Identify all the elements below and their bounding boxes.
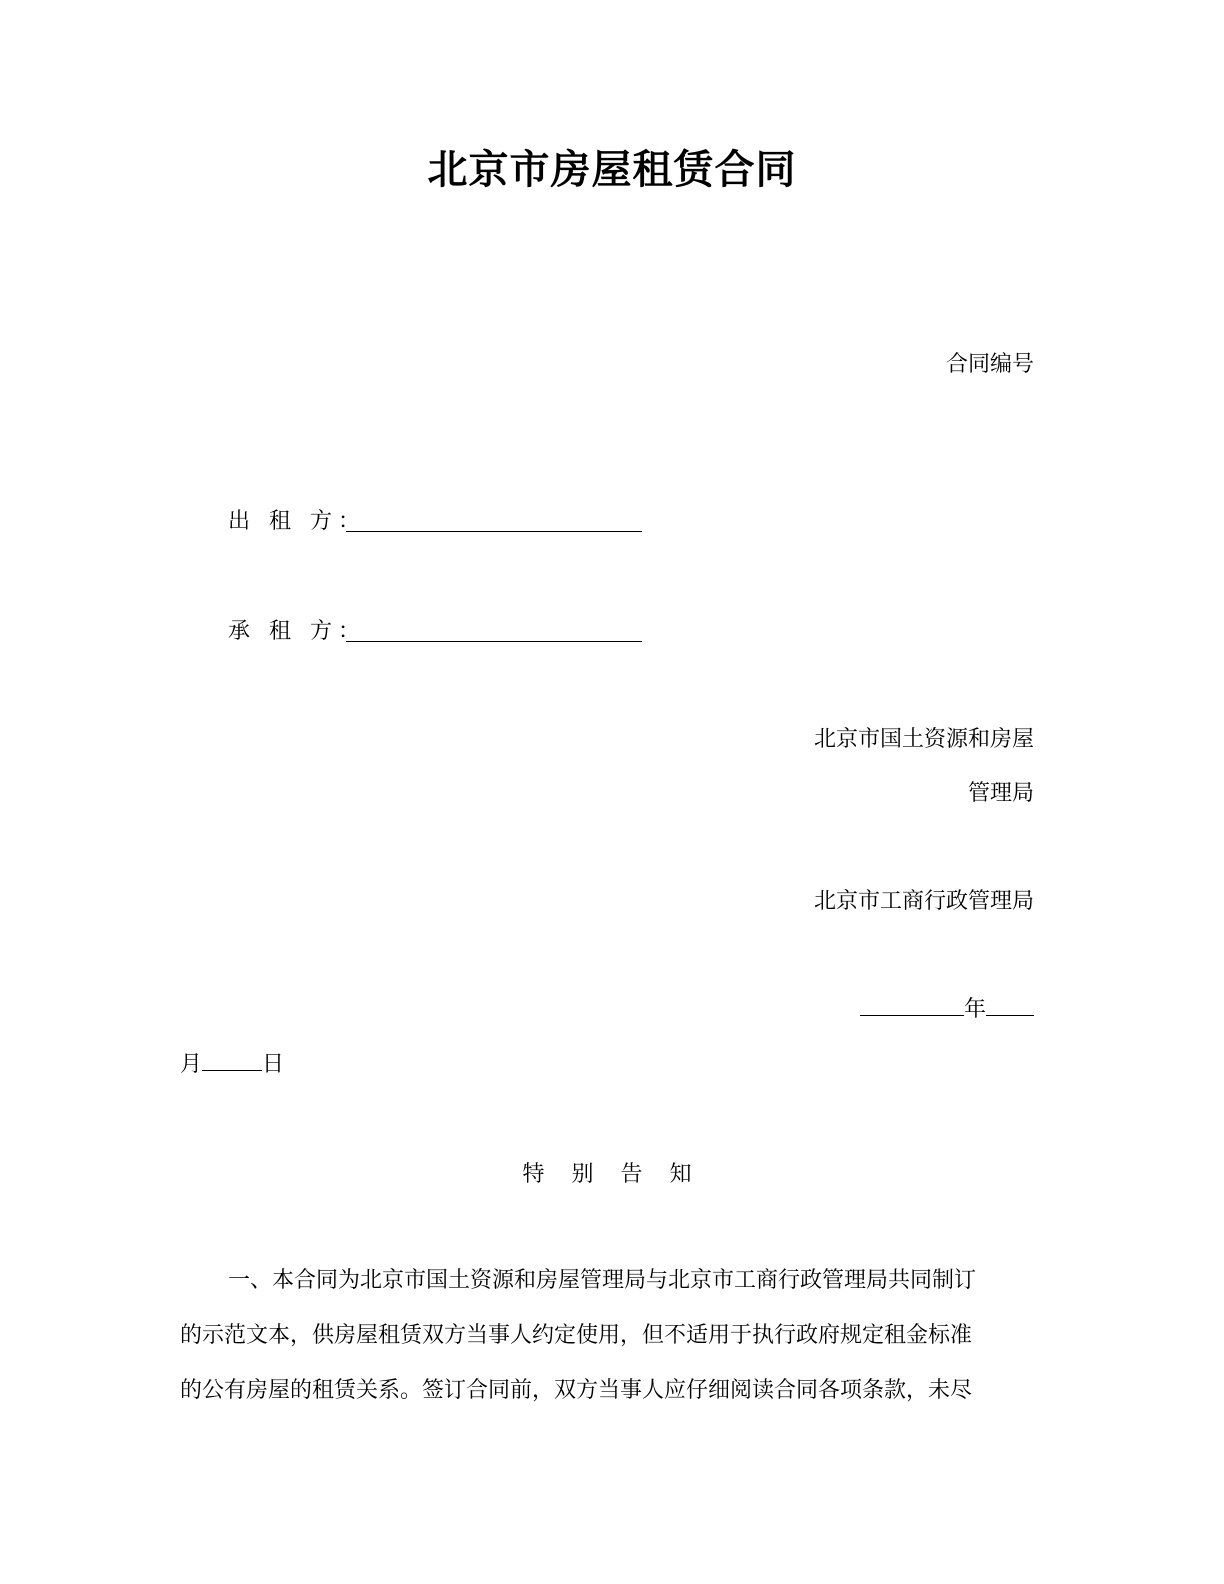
notice-heading: 特 别 告 知: [522, 1162, 702, 1187]
month-number-blank[interactable]: [986, 1014, 1034, 1016]
date-year-row: [860, 995, 1034, 1025]
authority-land-housing-line1: 北京市国土资源和房屋: [813, 727, 1034, 752]
contract-number-label: 合同编号: [945, 352, 1034, 377]
day-blank[interactable]: [202, 1069, 262, 1071]
document-title: 北京市房屋租赁合同: [427, 147, 797, 193]
notice-paragraph-line: 的公有房屋的租赁关系。签订合同前，双方当事人应仔细阅读合同各项条款，未尽: [180, 1378, 973, 1403]
month-label: 月: [180, 1052, 203, 1077]
lessee-blank-line[interactable]: [346, 641, 642, 642]
notice-paragraph-line: 一、本合同为北京市国土资源和房屋管理局与北京市工商行政管理局共同制订: [228, 1268, 977, 1293]
date-month-day-row: [180, 1050, 284, 1080]
year-blank[interactable]: [860, 1014, 964, 1016]
authority-land-housing-line2: 管理局: [967, 781, 1034, 806]
year-label: 年: [963, 997, 986, 1022]
lessor-label: 出 租 方：: [228, 509, 366, 534]
lessee-label: 承 租 方：: [228, 619, 366, 644]
day-label: 日: [262, 1052, 285, 1077]
notice-paragraph-line: 的示范文本，供房屋租赁双方当事人约定使用，但不适用于执行政府规定租金标准: [180, 1323, 973, 1348]
authority-commerce: 北京市工商行政管理局: [813, 889, 1034, 914]
lessor-blank-line[interactable]: [346, 531, 642, 532]
